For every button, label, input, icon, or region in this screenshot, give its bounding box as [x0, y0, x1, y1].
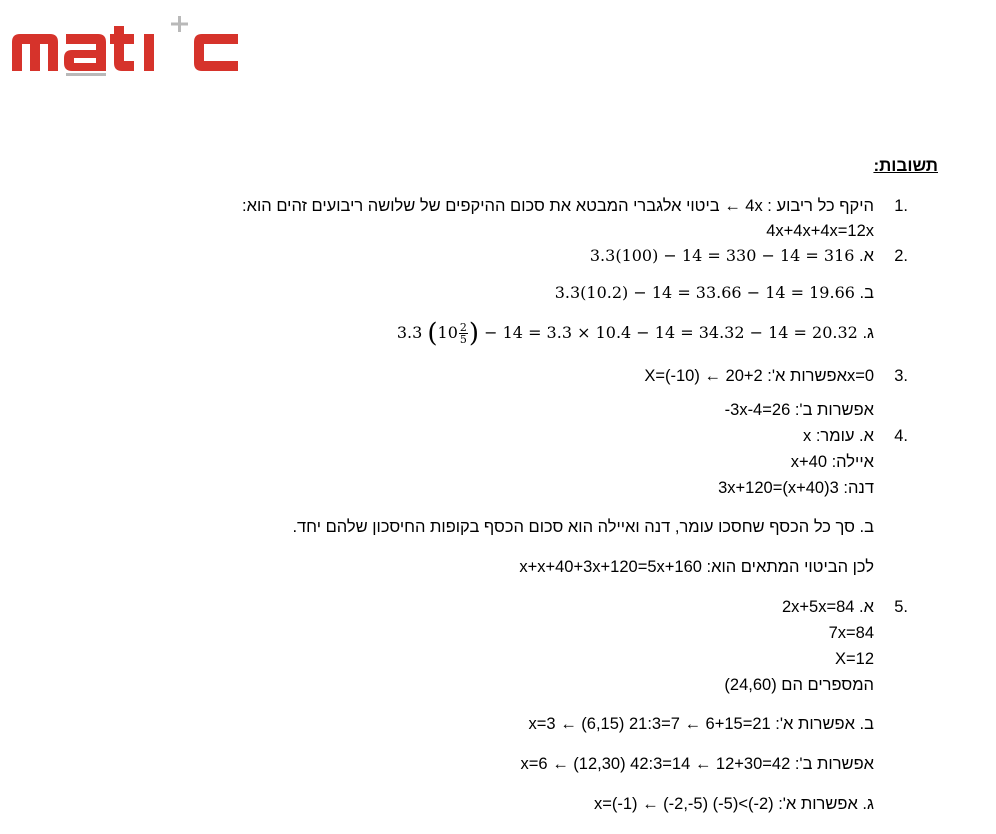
q2c-fraction: $\frac{2}{5}$ [459, 321, 467, 346]
q4-line-3: דנה: 3(x+40)=3x+120 [718, 479, 874, 497]
q2-math-a: 3.3(100) − 14 = 330 − 14 = 316 [589, 246, 855, 265]
item-number: 1. [894, 197, 908, 215]
q5-line-5: ב. אפשרות א': x=3 ← (6,15) 21:3=7 ← 6+15=21 [528, 715, 874, 733]
q1-line-1: היקף כל ריבוע : 4x ← ביטוי אלגברי המבטא את סכום ההיקפים של שלושה ריבועים זהים הוא: [242, 197, 874, 215]
q5-line-3: X=12 [835, 650, 874, 668]
q2c-post: − 14 = 3.3 × 10.4 − 14 = 34.32 − 14 = 20.32 [484, 323, 858, 342]
q3-line-1: X=(-10) ← אפשרות א': 20+2x=0 [644, 367, 874, 385]
q5-line-1: א. 2x+5x=84 [781, 598, 874, 616]
item-number: 2. [894, 247, 908, 265]
q2-line-b [555, 283, 874, 303]
item-number: 4. [894, 427, 908, 445]
answers-heading: תשובות: [873, 156, 938, 175]
q2-line-a [590, 246, 874, 266]
q2-label-b: ב. [859, 284, 874, 302]
q4-line-1: א. עומר: x [803, 427, 874, 445]
item-number: 5. [894, 598, 908, 616]
q2-line-c [397, 317, 874, 350]
q2-label-a: א. [859, 247, 874, 265]
item-number: 3. [894, 367, 908, 385]
q2-math-b: 3.3(10.2) − 14 = 33.66 − 14 = 19.66 [554, 283, 855, 302]
q2c-whole: 10 [437, 323, 458, 342]
q2c-pre: 3.3 [396, 323, 423, 342]
q5-line-4: המספרים הם (24,60) [724, 676, 874, 694]
q4-line-5: לכן הביטוי המתאים הוא: x+x+40+3x+120=5x+160 [519, 558, 874, 576]
q1-line-2: 4x+4x+4x=12x [766, 222, 874, 240]
q2-label-c: ג. [862, 324, 874, 342]
q3-line-2: אפשרות ב': 26=3x-4- [724, 401, 874, 419]
q2-math-c: 3.3 (10 $\frac{2}{5}$ ) − 14 = 3.3 × 10.4 − 14 = 34.32 − 14 = 20.32 [396, 318, 858, 349]
q5-line-6: אפשרות ב': x=6 ← (12,30) 42:3=14 ← 12+30=42 [520, 755, 874, 773]
q5-line-7: ג. אפשרות א': x=(-1) ← (-2,-5) (-5)<(-2) [593, 795, 874, 813]
q5-line-2: 7x=84 [828, 624, 874, 642]
matic-logo [10, 14, 240, 76]
q4-line-4: ב. סך כל הכסף שחסכו עומר, דנה ואיילה הוא סכום הכסף בקופות החיסכון שלהם יחד. [292, 518, 874, 536]
q4-line-2: איילה: x+40 [790, 453, 874, 471]
